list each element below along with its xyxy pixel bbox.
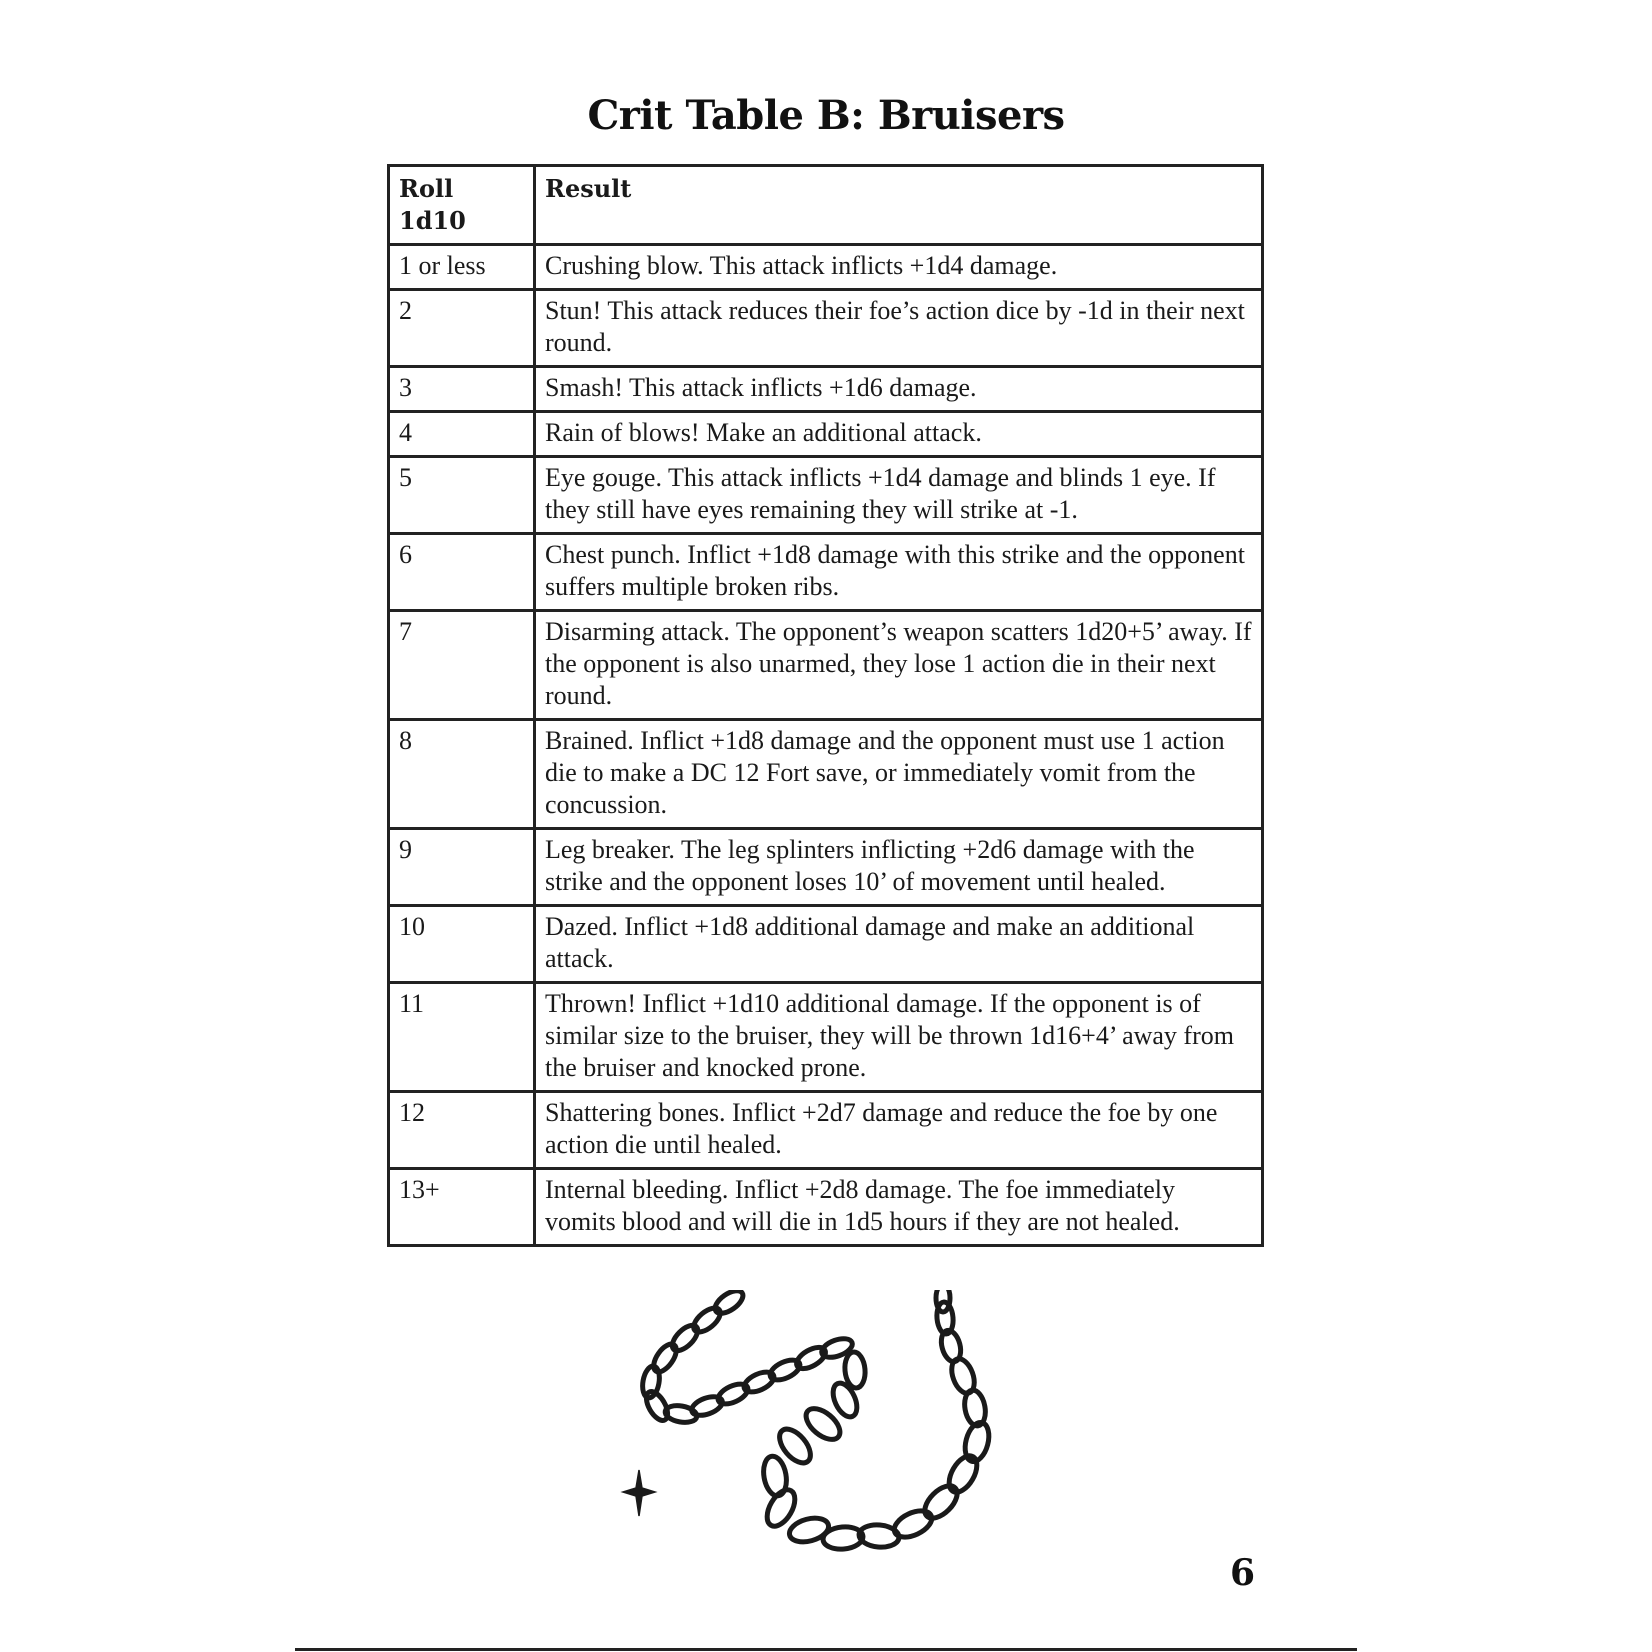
column-header-roll: Roll 1d10 <box>389 166 535 245</box>
table-row <box>389 1169 1263 1246</box>
table-row <box>389 1092 1263 1169</box>
column-header-result: Result <box>535 166 1263 245</box>
table-row <box>389 983 1263 1092</box>
result-cell: Internal bleeding. Inflict +2d8 damage. The foe immediately vomits blood and will die in 1d5 hours if they are not healed. <box>535 1169 1263 1246</box>
table-header-row <box>389 166 1263 245</box>
result-cell: Disarming attack. The opponent’s weapon scatters 1d20+5’ away. If the opponent is also unarmed, they lose 1 action die in their next round. <box>535 611 1263 720</box>
table-row <box>389 412 1263 457</box>
table-row <box>389 829 1263 906</box>
page-number: 6 <box>1230 1552 1256 1594</box>
roll-cell: 11 <box>389 983 535 1092</box>
roll-cell: 9 <box>389 829 535 906</box>
result-cell: Chest punch. Inflict +1d8 damage with this strike and the opponent suffers multiple broken ribs. <box>535 534 1263 611</box>
result-cell: Leg breaker. The leg splinters inflicting +2d6 damage with the strike and the opponent loses 10’ of movement until healed. <box>535 829 1263 906</box>
result-cell: Eye gouge. This attack inflicts +1d4 damage and blinds 1 eye. If they still have eyes remaining they will strike at -1. <box>535 457 1263 534</box>
result-cell: Stun! This attack reduces their foe’s action dice by -1d in their next round. <box>535 290 1263 367</box>
star-mark-icon <box>623 1470 655 1516</box>
roll-cell: 4 <box>389 412 535 457</box>
roll-cell: 10 <box>389 906 535 983</box>
table-row <box>389 906 1263 983</box>
result-cell: Crushing blow. This attack inflicts +1d4 damage. <box>535 245 1263 290</box>
result-cell: Thrown! Inflict +1d10 additional damage. If the opponent is of similar size to the bruiser, they will be thrown 1d16+4’ away from the bruiser and knocked prone. <box>535 983 1263 1092</box>
table-row <box>389 290 1263 367</box>
result-cell: Brained. Inflict +1d8 damage and the opponent must use 1 action die to make a DC 12 Fort save, or immediately vomit from the concussion. <box>535 720 1263 829</box>
roll-cell: 8 <box>389 720 535 829</box>
bottom-rule <box>295 1648 1357 1651</box>
roll-cell: 7 <box>389 611 535 720</box>
result-cell: Smash! This attack inflicts +1d6 damage. <box>535 367 1263 412</box>
page-title: Crit Table B: Bruisers <box>587 92 1065 139</box>
table-row <box>389 457 1263 534</box>
roll-cell: 12 <box>389 1092 535 1169</box>
crit-table <box>387 164 1264 1247</box>
table-row <box>389 245 1263 290</box>
roll-cell: 5 <box>389 457 535 534</box>
roll-cell: 1 or less <box>389 245 535 290</box>
result-cell: Rain of blows! Make an additional attack. <box>535 412 1263 457</box>
result-cell: Shattering bones. Inflict +2d7 damage and reduce the foe by one action die until healed. <box>535 1092 1263 1169</box>
roll-cell: 13+ <box>389 1169 535 1246</box>
table-row <box>389 534 1263 611</box>
roll-cell: 6 <box>389 534 535 611</box>
table-row <box>389 611 1263 720</box>
table-row <box>389 367 1263 412</box>
chain-icon <box>615 1290 1035 1560</box>
result-cell: Dazed. Inflict +1d8 additional damage and make an additional attack. <box>535 906 1263 983</box>
table-row <box>389 720 1263 829</box>
roll-cell: 3 <box>389 367 535 412</box>
roll-cell: 2 <box>389 290 535 367</box>
